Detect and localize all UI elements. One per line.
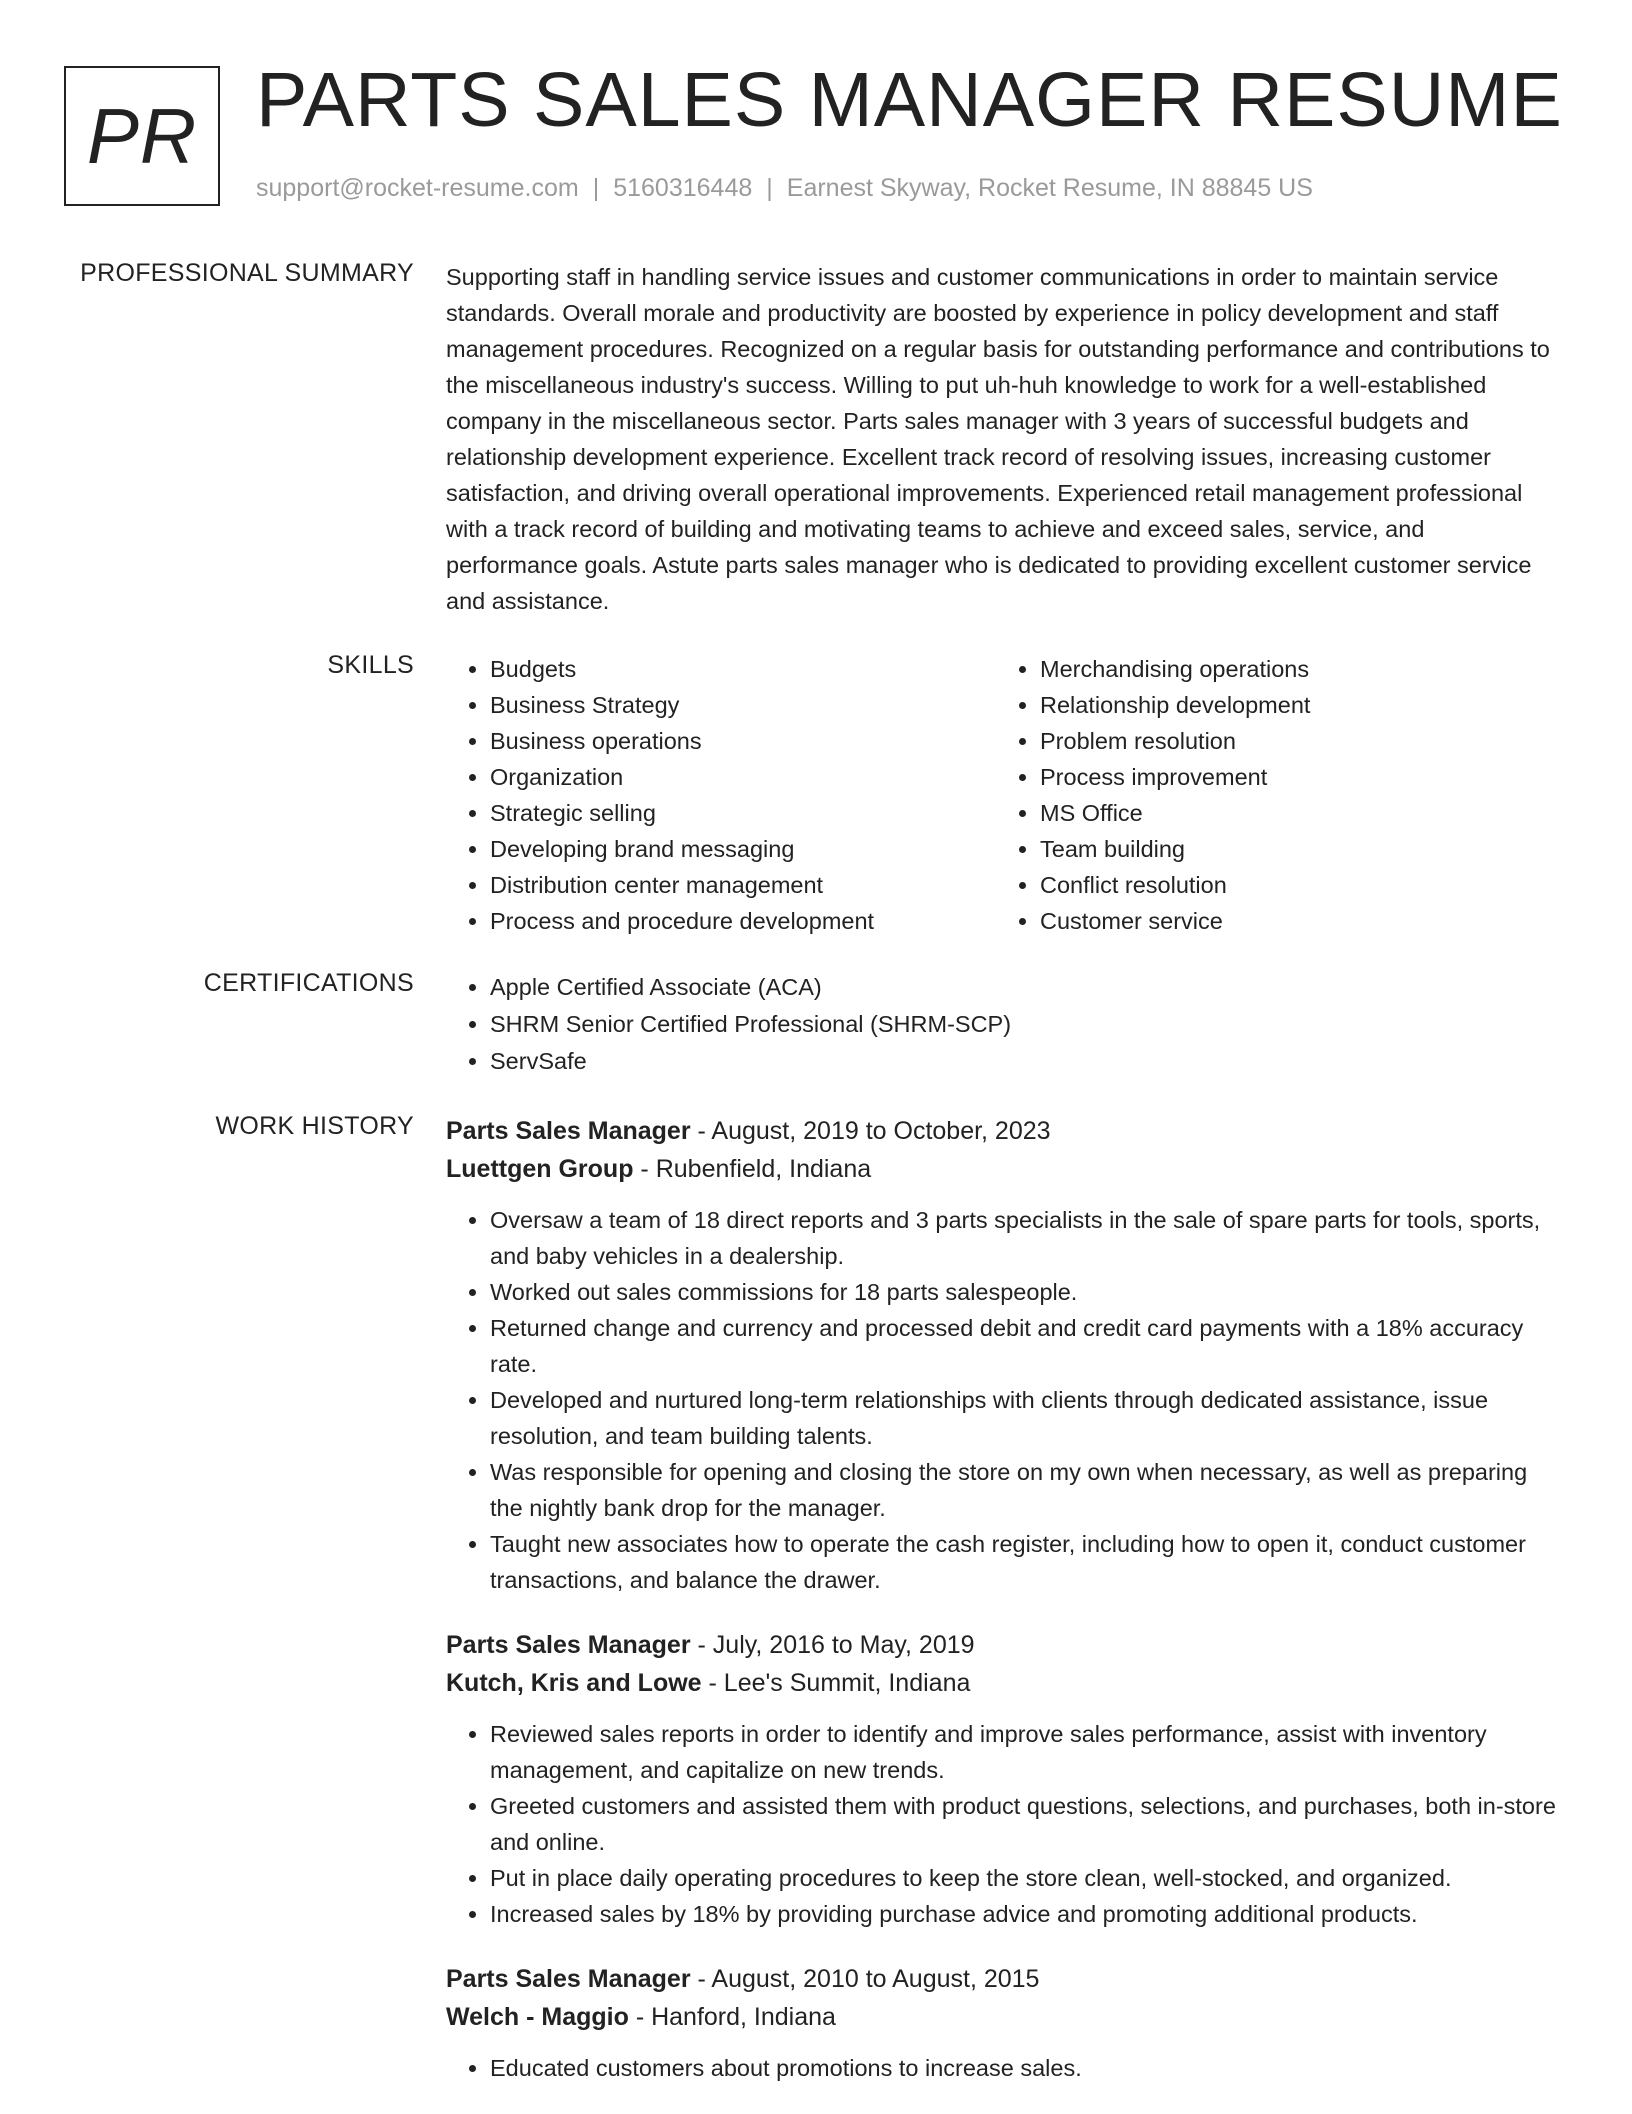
- skills-heading: SKILLS: [327, 651, 414, 679]
- job-bullet: • Oversaw a team of 18 direct reports and 3 parts specialists in the sale of spare parts for tools, sports, and baby vehicles in a dealership.: [490, 1202, 1558, 1274]
- job-role: Parts Sales Manager: [446, 1117, 691, 1145]
- job-title-line: [446, 1626, 1558, 1664]
- job-location: - Hanford, Indiana: [628, 2003, 836, 2031]
- skill-item: • Business Strategy: [490, 687, 996, 723]
- skill-item: • Budgets: [490, 651, 996, 687]
- contact-phone: 5160316448: [613, 174, 753, 202]
- skill-item: • Developing brand messaging: [490, 831, 996, 867]
- contact-separator: |: [766, 174, 773, 202]
- job-entry: [446, 1112, 1558, 1598]
- job-company: Kutch, Kris and Lowe: [446, 1669, 702, 1697]
- job-bullets: [446, 1202, 1558, 1598]
- contact-separator: |: [592, 174, 600, 202]
- job-entry: [446, 1626, 1558, 1932]
- skill-item: • Strategic selling: [490, 795, 996, 831]
- job-bullets: [446, 2050, 1558, 2086]
- job-bullet: • Was responsible for opening and closing the store on my own when necessary, as well as preparing the nightly bank drop for the manager.: [490, 1454, 1558, 1526]
- certifications-list: [446, 969, 1558, 1080]
- skills-list-right: [996, 651, 1546, 939]
- summary-heading: PROFESSIONAL SUMMARY: [80, 259, 414, 287]
- work-history-body: [446, 1112, 1558, 2114]
- job-bullet: • Worked out sales commissions for 18 parts salespeople.: [490, 1274, 1558, 1310]
- skill-item: • Customer service: [1040, 903, 1546, 939]
- skill-item: • Organization: [490, 759, 996, 795]
- job-dates: - August, 2010 to August, 2015: [690, 1965, 1040, 1993]
- skills-list-left: [446, 651, 996, 939]
- contact-email[interactable]: support@rocket-resume.com: [256, 174, 579, 202]
- skill-item: • Relationship development: [1040, 687, 1546, 723]
- job-bullet: • Taught new associates how to operate the cash register, including how to open it, conduct customer transactions, and balance the drawer.: [490, 1526, 1558, 1598]
- job-company: Luettgen Group: [446, 1155, 634, 1183]
- job-title-line: [446, 1112, 1558, 1150]
- skills-grid: [446, 651, 1558, 939]
- job-bullet: • Educated customers about promotions to increase sales.: [490, 2050, 1558, 2086]
- skill-item: • Distribution center management: [490, 867, 996, 903]
- job-bullets: [446, 1716, 1558, 1932]
- certification-item: • Apple Certified Associate (ACA): [490, 969, 1558, 1006]
- skill-item: • MS Office: [1040, 795, 1546, 831]
- job-location: - Rubenfield, Indiana: [633, 1155, 872, 1183]
- certifications-heading: CERTIFICATIONS: [203, 969, 414, 997]
- skill-item: • Problem resolution: [1040, 723, 1546, 759]
- certification-item: • SHRM Senior Certified Professional (SHRM-SCP): [490, 1006, 1558, 1043]
- skill-item: • Team building: [1040, 831, 1546, 867]
- job-company: Welch - Maggio: [446, 2003, 629, 2031]
- skills-column-left: [446, 651, 996, 939]
- job-company-line: [446, 1998, 1558, 2036]
- contact-address: Earnest Skyway, Rocket Resume, IN 88845 US: [786, 174, 1313, 202]
- job-role: Parts Sales Manager: [446, 1965, 691, 1993]
- job-bullet: • Reviewed sales reports in order to identify and improve sales performance, assist with inventory management, and capitalize on new trends.: [490, 1716, 1558, 1788]
- job-dates: - August, 2019 to October, 2023: [690, 1117, 1051, 1145]
- job-title-line: [446, 1960, 1558, 1998]
- monogram-logo: PR: [64, 66, 220, 206]
- skills-column-right: [996, 651, 1546, 939]
- contact-line: [256, 174, 1313, 203]
- certification-item: • ServSafe: [490, 1043, 1558, 1080]
- skill-item: • Conflict resolution: [1040, 867, 1546, 903]
- resume-title: PARTS SALES MANAGER RESUME: [256, 57, 1563, 143]
- summary-body: [446, 259, 1558, 619]
- skill-item: • Process and procedure development: [490, 903, 996, 939]
- job-company-line: [446, 1664, 1558, 1702]
- job-bullet: • Greeted customers and assisted them with product questions, selections, and purchases, both in-store and online.: [490, 1788, 1558, 1860]
- job-company-line: [446, 1150, 1558, 1188]
- job-location: - Lee's Summit, Indiana: [701, 1669, 971, 1697]
- job-bullet: • Increased sales by 18% by providing purchase advice and promoting additional products.: [490, 1896, 1558, 1932]
- work-history-heading: WORK HISTORY: [215, 1112, 414, 1140]
- skill-item: • Business operations: [490, 723, 996, 759]
- job-role: Parts Sales Manager: [446, 1631, 691, 1659]
- job-bullet: • Developed and nurtured long-term relationships with clients through dedicated assistance, issue resolution, and team building talents.: [490, 1382, 1558, 1454]
- job-entry: [446, 1960, 1558, 2086]
- job-bullet: • Returned change and currency and processed debit and credit card payments with a 18% accuracy rate.: [490, 1310, 1558, 1382]
- job-bullet: • Put in place daily operating procedures to keep the store clean, well-stocked, and organized.: [490, 1860, 1558, 1896]
- job-dates: - July, 2016 to May, 2019: [690, 1631, 975, 1659]
- skill-item: • Process improvement: [1040, 759, 1546, 795]
- skill-item: • Merchandising operations: [1040, 651, 1546, 687]
- certifications-body: [446, 969, 1558, 1080]
- summary-text: Supporting staff in handling service issues and customer communications in order to maintain service standards. Overall morale and productivity are boosted by experience in policy development and staff management procedures. Recognized on a regular basis for outstanding performance and contributions to the miscellaneous industry's success. Willing to put uh-huh knowledge to work for a well-established company in the miscellaneous sector. Parts sales manager with 3 years of successful budgets and relationship development experience. Excellent track record of resolving issues, increasing customer satisfaction, and driving overall operational improvements. Experienced retail management professional with a track record of building and motivating teams to achieve and exceed sales, service, and performance goals. Astute parts sales manager who is dedicated to providing excellent customer service and assistance.: [446, 264, 1550, 614]
